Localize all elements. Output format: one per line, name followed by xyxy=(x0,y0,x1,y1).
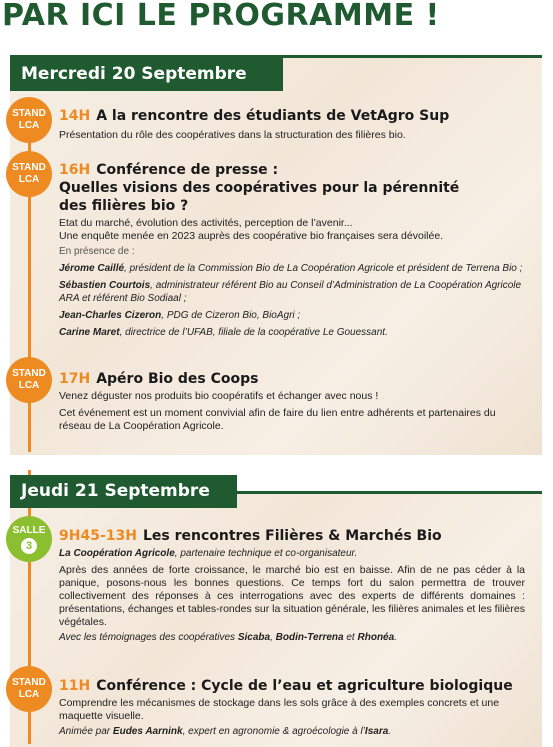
stand-lca-badge xyxy=(6,357,52,403)
speaker-role: , directrice de l’UFAB, filiale de la coopérative Le Gouessant. xyxy=(119,327,388,338)
event-description: Présentation du rôle des coopératives dans la structuration des filières bio. xyxy=(59,129,406,141)
event-time: 17H xyxy=(59,371,91,387)
event-heading xyxy=(59,677,525,695)
separator: , xyxy=(270,632,276,643)
event-description: Etat du marché, évolution des activités, perception de l’avenir... xyxy=(59,217,353,229)
room-number: 3 xyxy=(21,538,37,554)
badge-line: STAND xyxy=(12,677,46,688)
separator: . xyxy=(394,632,397,643)
event-heading xyxy=(59,107,525,125)
speaker-name: Sébastien Courtois xyxy=(59,280,151,291)
page-title: PAR ICI LE PROGRAMME ! xyxy=(2,0,440,33)
badge-line: LCA xyxy=(18,689,40,700)
coop-name: Bodin-Terrena xyxy=(275,632,344,643)
event-time: 16H xyxy=(59,162,91,178)
event-title: Conférence : Cycle de l’eau et agriculture biologique xyxy=(96,678,513,694)
animator-org: Isara xyxy=(364,726,389,737)
event-description: Une enquête menée en 2023 auprès des coopérative bio françaises sera dévoilée. xyxy=(59,230,444,242)
speaker-name: Jérome Caillé xyxy=(59,263,125,274)
event-title-line: des filières bio ? xyxy=(59,198,189,214)
speaker-role: , président de la Commission Bio de La Coopération Agricole et président de Terrena Bio ; xyxy=(124,263,523,274)
event-heading xyxy=(59,527,525,545)
animator-intro: Animée par xyxy=(59,726,113,737)
event-title: Les rencontres Filières & Marchés Bio xyxy=(142,528,442,544)
speaker-role: , PDG de Cizeron Bio, BioAgri ; xyxy=(161,310,301,321)
badge-line: STAND xyxy=(12,368,46,379)
event-title: A la rencontre des étudiants de VetAgro Sup xyxy=(96,108,450,124)
event-title-line: Quelles visions des coopératives pour la pérennité xyxy=(59,180,460,196)
speaker-role: , administrateur référent Bio au Conseil d’Administration de La Coopération Agricole ARA et référent Bio Sodiaal ; xyxy=(59,280,522,304)
event-time: 14H xyxy=(59,108,91,124)
stand-lca-badge xyxy=(6,151,52,197)
separator: . xyxy=(388,726,392,737)
speaker xyxy=(59,262,525,275)
event-time: 11H xyxy=(59,678,91,694)
presence-label: En présence de : xyxy=(59,246,135,257)
testimonials xyxy=(59,631,525,644)
organizer-name: La Coopération Agricole xyxy=(59,548,175,559)
testimonials-intro: Avec les témoignages des coopératives xyxy=(59,632,238,643)
organizer xyxy=(59,547,525,560)
animator-role: , expert en agronomie & agroécologie à l’ xyxy=(182,726,365,737)
separator: et xyxy=(343,632,358,643)
event-16h xyxy=(59,161,525,339)
event-time: 9H45-13H xyxy=(59,528,137,544)
speaker xyxy=(59,309,525,322)
event-11h xyxy=(59,677,525,738)
event-heading xyxy=(59,370,525,388)
speaker-name: Jean-Charles Cizeron xyxy=(59,310,162,321)
stand-lca-badge xyxy=(6,97,52,143)
speaker xyxy=(59,326,525,339)
badge-line: STAND xyxy=(12,162,46,173)
animator xyxy=(59,725,525,738)
badge-line: LCA xyxy=(18,174,40,185)
event-description: Venez déguster nos produits bio coopératifs et échanger avec nous ! xyxy=(59,390,379,402)
day1-header: Mercredi 20 Septembre xyxy=(10,58,283,91)
badge-line: LCA xyxy=(18,120,40,131)
event-heading xyxy=(59,161,525,179)
event-description: Comprendre les mécanismes de stockage dans les sols grâce à des exemples concrets et une maquette visuelle. xyxy=(59,697,500,722)
coop-name: Sicaba xyxy=(237,632,271,643)
badge-line: SALLE xyxy=(12,524,46,536)
organizer-role: , partenaire technique et co-organisateur. xyxy=(174,548,358,559)
event-14h xyxy=(59,107,525,142)
event-description: Après des années de forte croissance, le marché bio est en baisse. Afin de ne pas céder à la panique, posons-nous les bonnes questions. Ce temps fort du salon permettra de trouver collectivement des réponses à ces interrogations avec des experts de différents domaines : présentations, échanges et tables-rondes sur la situation générale, les filières animales et les filières végétales. xyxy=(59,564,525,628)
stand-lca-badge xyxy=(6,666,52,712)
event-title: Apéro Bio des Coops xyxy=(96,371,259,387)
salle-3-badge xyxy=(6,516,52,562)
day2-header: Jeudi 21 Septembre xyxy=(10,475,237,508)
speaker-name: Carine Maret xyxy=(59,327,120,338)
event-17h xyxy=(59,370,525,433)
badge-line: LCA xyxy=(18,380,40,391)
event-description: Cet événement est un moment convivial afin de faire du lien entre adhérents et partenaires du réseau de La Coopération Agricole. xyxy=(59,407,496,432)
coop-name: Rhonéa xyxy=(357,632,395,643)
event-9h45 xyxy=(59,527,525,644)
animator-name: Eudes Aarnink xyxy=(112,726,183,737)
speaker xyxy=(59,279,525,305)
event-title: Conférence de presse : xyxy=(96,162,279,178)
badge-line: STAND xyxy=(12,108,46,119)
